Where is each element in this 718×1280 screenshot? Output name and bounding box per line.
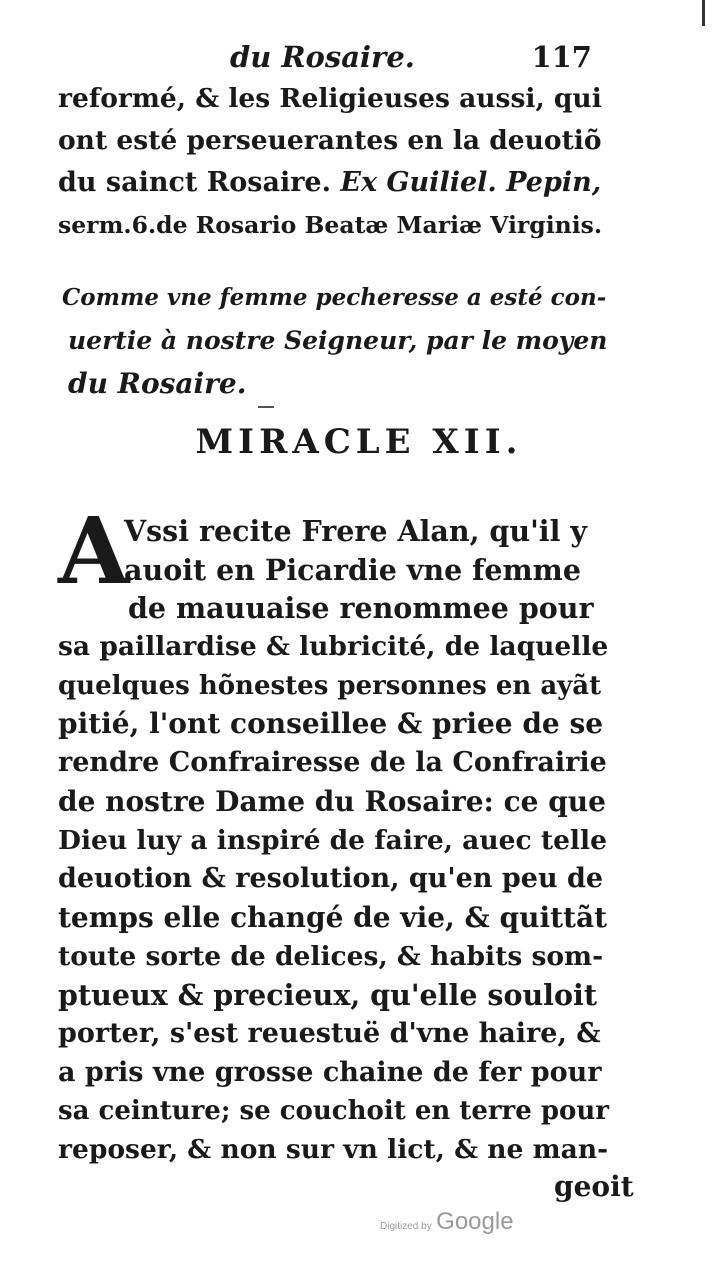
text-line: Vssi recite Frere Alan, qu'il y (124, 514, 587, 548)
chapter-title-line: Comme vne femme pecheresse a esté con- (62, 284, 607, 311)
drop-cap: A (58, 497, 130, 605)
text-line: porter, s'est reuestuë d'vne haire, & (58, 1017, 601, 1049)
text-line: deuotion & resolution, qu'en peu de (58, 863, 604, 895)
text-line: auoit en Picardie vne femme (124, 552, 581, 587)
digitization-watermark (380, 1208, 514, 1236)
decorative-mark (258, 406, 274, 408)
text-line: de mauuaise renommee pour (128, 591, 594, 626)
catchword: geoit (554, 1170, 634, 1203)
citation: Ex Guiliel. Pepin, (340, 167, 602, 198)
text-line: Dieu luy a inspiré de faire, auec telle (58, 824, 607, 856)
text-line: ont esté perseuerantes en la deuotiõ (58, 125, 602, 156)
text-line: sa ceinture; se couchoit en terre pour (58, 1096, 609, 1127)
text-line (58, 162, 603, 204)
chapter-title-line: uertie à nostre Seigneur, par le moyen (68, 326, 608, 355)
text-line-start: du sainct Rosaire. (58, 167, 332, 198)
body-text (58, 512, 610, 1170)
text-line: sa paillardise & lubricité, de laquelle (58, 631, 609, 663)
text-line: rendre Confrairesse de la Confrairie (58, 747, 607, 779)
text-line: reposer, & non sur vn lict, & ne man- (58, 1134, 609, 1165)
text-line: temps elle changé de vie, & quittãt (58, 900, 608, 934)
text-line: de nostre Dame du Rosaire: ce que (58, 784, 606, 818)
text-line: pitié, l'ont conseillee & priee de se (58, 707, 604, 741)
chapter-title-line: du Rosaire. (68, 367, 247, 400)
text-line: ptueux & precieux, qu'elle souloit (58, 978, 597, 1013)
running-head: du Rosaire. (230, 40, 415, 74)
text-line: serm.6.de Rosario Beatæ Mariæ Virginis. (58, 211, 603, 239)
text-line: toute sorte de delices, & habits som- (58, 940, 604, 972)
previous-chapter-ending (58, 78, 603, 246)
page-number: 117 (531, 40, 592, 74)
section-heading: MIRACLE XII. (195, 422, 523, 462)
chapter-title (62, 276, 610, 405)
text-line: a pris vne grosse chaine de fer pour (58, 1056, 602, 1088)
text-line: quelques hõnestes personnes en ayãt (58, 670, 602, 701)
watermark-label: Digitized by (380, 1221, 432, 1232)
text-line: reformé, & les Religieuses aussi, qui (58, 83, 602, 114)
page-edge-mark (702, 0, 705, 26)
watermark-brand: Google (436, 1208, 514, 1235)
